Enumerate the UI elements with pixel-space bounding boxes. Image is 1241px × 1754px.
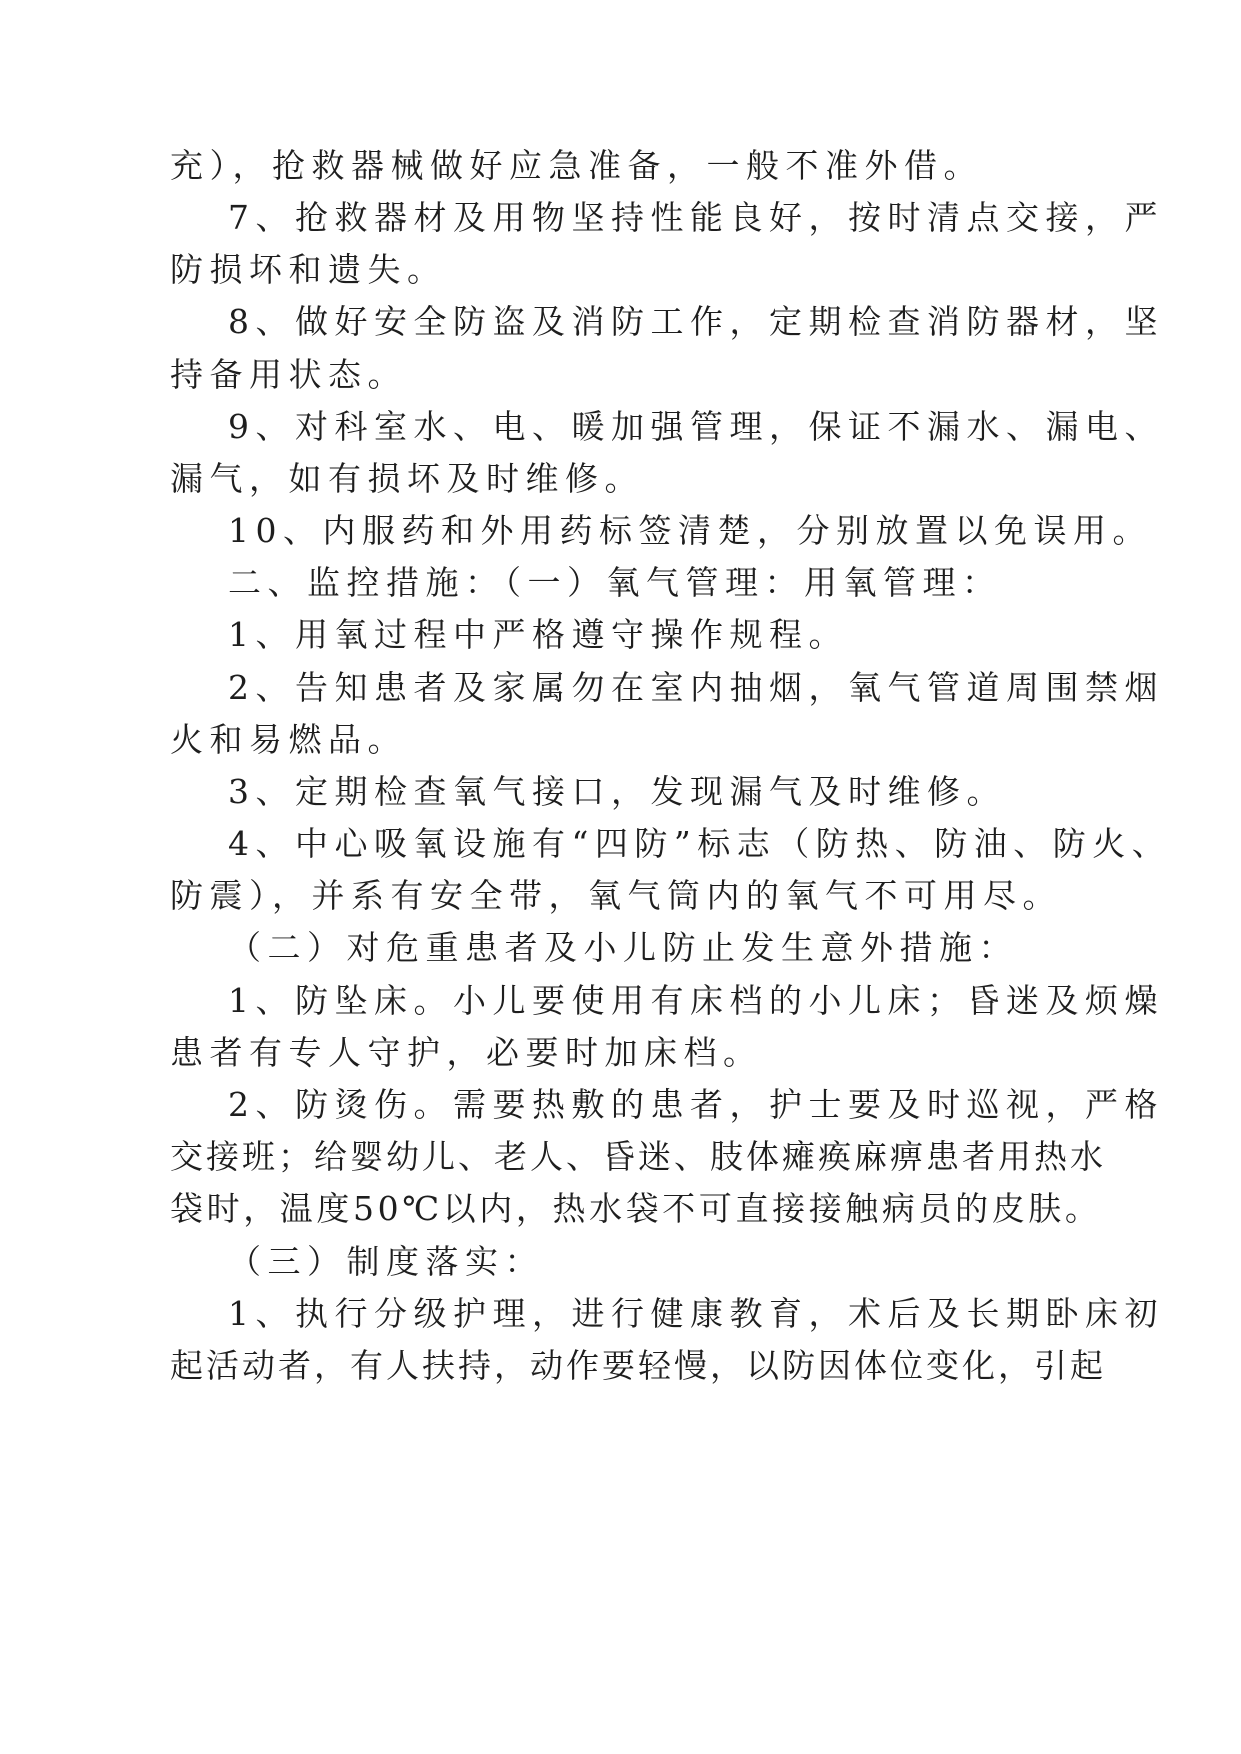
- paragraph-line: 漏气，如有损坏及时维修。: [170, 459, 644, 498]
- paragraph-line: 2、告知患者及家属勿在室内抽烟，氧气管道周围禁烟: [228, 668, 1164, 707]
- paragraph-line: 10、内服药和外用药标签清楚，分别放置以免误用。: [228, 511, 1152, 550]
- section-heading: （二）对危重患者及小儿防止发生意外措施：: [228, 928, 1018, 967]
- paragraph-line: 7、抢救器材及用物坚持性能良好，按时清点交接，严: [228, 198, 1164, 237]
- paragraph-line: 1、防坠床。小儿要使用有床档的小儿床；昏迷及烦燥: [228, 981, 1164, 1020]
- paragraph-line: 1、用氧过程中严格遵守操作规程。: [228, 615, 848, 654]
- paragraph-line: 持备用状态。: [170, 355, 407, 394]
- paragraph-line: 防损坏和遗失。: [170, 250, 447, 289]
- paragraph-line: 1、执行分级护理，进行健康教育，术后及长期卧床初: [228, 1294, 1164, 1333]
- paragraph-line: 交接班；给婴幼儿、老人、昏迷、肢体瘫痪麻痹患者用热水: [170, 1137, 1106, 1176]
- section-heading: （三）制度落实：: [228, 1242, 544, 1281]
- paragraph-line: 4、中心吸氧设施有“四防”标志（防热、防油、防火、: [228, 824, 1172, 863]
- paragraph-line: 患者有专人守护，必要时加床档。: [170, 1033, 763, 1072]
- paragraph-line: 防震），并系有安全带，氧气筒内的氧气不可用尽。: [170, 876, 1062, 915]
- paragraph-line: 8、做好安全防盗及消防工作，定期检查消防器材，坚: [228, 302, 1164, 341]
- section-heading: 二、监控措施：（一）氧气管理：用氧管理：: [228, 563, 1002, 602]
- paragraph-line: 火和易燃品。: [170, 720, 407, 759]
- paragraph-line: 充），抢救器械做好应急准备，一般不准外借。: [170, 146, 983, 185]
- paragraph-line: 3、定期检查氧气接口，发现漏气及时维修。: [228, 772, 1006, 811]
- paragraph-line: 袋时，温度50℃以内，热水袋不可直接接触病员的皮肤。: [170, 1189, 1102, 1228]
- paragraph-line: 2、防烫伤。需要热敷的患者，护士要及时巡视，严格: [228, 1085, 1164, 1124]
- paragraph-line: 起活动者，有人扶持，动作要轻慢，以防因体位变化，引起: [170, 1346, 1106, 1385]
- paragraph-line: 9、对科室水、电、暖加强管理，保证不漏水、漏电、: [228, 407, 1164, 446]
